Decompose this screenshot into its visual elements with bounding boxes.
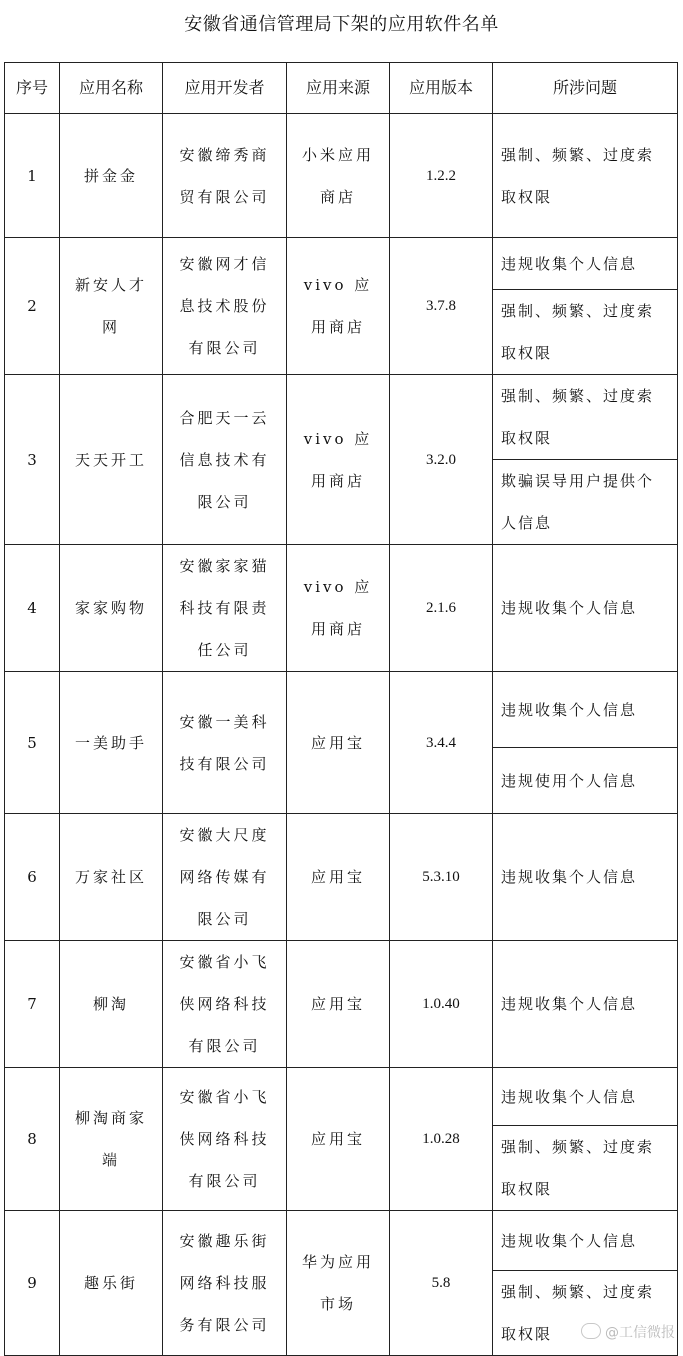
app-name: 家家购物 (60, 545, 163, 672)
app-developer: 安徽趣乐街网络科技服务有限公司 (163, 1211, 287, 1356)
app-version: 3.2.0 (390, 375, 493, 545)
app-name: 一美助手 (60, 672, 163, 814)
header-no: 序号 (5, 63, 60, 114)
app-developer: 安徽网才信息技术股份有限公司 (163, 238, 287, 375)
app-developer: 安徽一美科技有限公司 (163, 672, 287, 814)
table-row (5, 114, 678, 238)
issue: 欺骗误导用户提供个人信息 (493, 460, 678, 545)
watermark-text: @工信微报 (605, 1325, 675, 1341)
app-name: 拼金金 (60, 114, 163, 238)
issue: 违规收集个人信息 (493, 1211, 678, 1271)
app-source: vivo 应用商店 (287, 545, 390, 672)
app-source: vivo 应用商店 (287, 375, 390, 545)
app-name: 柳淘 (60, 941, 163, 1068)
header-row (5, 63, 678, 114)
row-no: 3 (5, 375, 60, 545)
issue: 违规收集个人信息 (493, 545, 678, 672)
issue: 违规收集个人信息 (493, 672, 678, 748)
header-developer: 应用开发者 (163, 63, 287, 114)
header-source: 应用来源 (287, 63, 390, 114)
app-version: 5.3.10 (390, 814, 493, 941)
app-source: 应用宝 (287, 941, 390, 1068)
row-no: 5 (5, 672, 60, 814)
app-name: 万家社区 (60, 814, 163, 941)
table-row (5, 814, 678, 941)
table-row (5, 238, 678, 290)
issue: 强制、频繁、过度索取权限 (493, 1126, 678, 1211)
app-version: 2.1.6 (390, 545, 493, 672)
app-source: vivo 应用商店 (287, 238, 390, 375)
app-version: 1.0.28 (390, 1068, 493, 1211)
app-version: 3.4.4 (390, 672, 493, 814)
issue: 违规收集个人信息 (493, 238, 678, 290)
header-issues: 所涉问题 (493, 63, 678, 114)
app-name: 新安人才网 (60, 238, 163, 375)
app-source: 华为应用市场 (287, 1211, 390, 1356)
row-no: 2 (5, 238, 60, 375)
issue: 违规使用个人信息 (493, 748, 678, 814)
weibo-watermark (581, 1322, 675, 1342)
issue: 强制、频繁、过度索取权限 (493, 114, 678, 238)
issue: 违规收集个人信息 (493, 941, 678, 1068)
table-row (5, 1211, 678, 1271)
row-no: 6 (5, 814, 60, 941)
app-developer: 安徽省小飞侠网络科技有限公司 (163, 1068, 287, 1211)
app-developer: 安徽缔秀商贸有限公司 (163, 114, 287, 238)
app-list-table (4, 62, 678, 1356)
app-version: 3.7.8 (390, 238, 493, 375)
issue: 违规收集个人信息 (493, 814, 678, 941)
app-version: 1.0.40 (390, 941, 493, 1068)
app-version: 1.2.2 (390, 114, 493, 238)
table-row (5, 941, 678, 1068)
app-developer: 合肥天一云信息技术有限公司 (163, 375, 287, 545)
issue: 强制、频繁、过度索取权限 (493, 1271, 678, 1356)
row-no: 7 (5, 941, 60, 1068)
issue: 强制、频繁、过度索取权限 (493, 375, 678, 460)
row-no: 1 (5, 114, 60, 238)
app-source: 应用宝 (287, 672, 390, 814)
app-name: 趣乐街 (60, 1211, 163, 1356)
document-title: 安徽省通信管理局下架的应用软件名单 (184, 14, 499, 35)
row-no: 9 (5, 1211, 60, 1356)
table-row (5, 672, 678, 748)
app-developer: 安徽家家猫科技有限责任公司 (163, 545, 287, 672)
app-version: 5.8 (390, 1211, 493, 1356)
table-row (5, 375, 678, 460)
app-source: 应用宝 (287, 1068, 390, 1211)
header-app-name: 应用名称 (60, 63, 163, 114)
issue: 违规收集个人信息 (493, 1068, 678, 1126)
app-developer: 安徽大尺度网络传媒有限公司 (163, 814, 287, 941)
app-name: 天天开工 (60, 375, 163, 545)
row-no: 8 (5, 1068, 60, 1211)
app-source: 应用宝 (287, 814, 390, 941)
issue: 强制、频繁、过度索取权限 (493, 290, 678, 375)
weibo-icon (581, 1323, 601, 1339)
table-row (5, 1068, 678, 1126)
header-version: 应用版本 (390, 63, 493, 114)
table-row (5, 545, 678, 672)
app-source: 小米应用商店 (287, 114, 390, 238)
app-developer: 安徽省小飞侠网络科技有限公司 (163, 941, 287, 1068)
app-name: 柳淘商家端 (60, 1068, 163, 1211)
row-no: 4 (5, 545, 60, 672)
